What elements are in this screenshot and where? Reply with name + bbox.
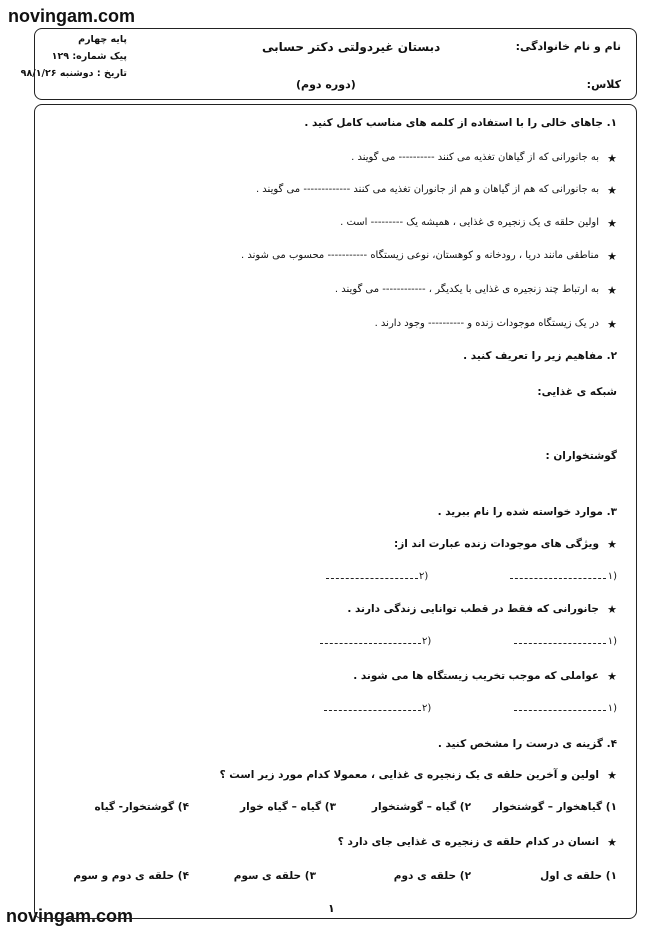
- class-label: کلاس:: [586, 78, 621, 91]
- q2-term-2: گوشتخواران :: [545, 450, 617, 462]
- q4-q1-option-1: ۱) گیاهخوار – گوشتخوار: [493, 801, 617, 813]
- date-label: تاریخ : دوشنبه ۹۸/۱/۲۶: [20, 68, 127, 79]
- page-number: ۱: [328, 902, 335, 915]
- answer-line: [514, 643, 606, 644]
- star-icon: ★: [607, 769, 617, 782]
- star-icon: ★: [607, 284, 617, 297]
- star-icon: ★: [607, 670, 617, 683]
- q4-q2-option-1: ۱) حلقه ی اول: [540, 870, 617, 882]
- answer-line: [326, 578, 418, 579]
- star-icon: ★: [607, 250, 617, 263]
- answer-line: [320, 643, 421, 644]
- q1-item-4: مناطقی مانند دریا ، رودخانه و کوهستان، نوعی زیستگاه ----------- محسوب می شوند .: [240, 250, 599, 261]
- period-label: (دوره دوم): [296, 78, 356, 91]
- pack-number: پیک شماره: ۱۲۹: [51, 51, 127, 62]
- q3-item-2: جانورانی که فقط در قطب توانایی زندگی دارند .: [347, 603, 599, 615]
- watermark-top: novingam.com: [8, 6, 136, 26]
- q2-title: ۲. مفاهیم زیر را تعریف کنید .: [463, 350, 617, 362]
- q3-title: ۳. موارد خواسته شده را نام ببرید .: [437, 506, 617, 518]
- q4-q2-option-4: ۴) حلقه ی دوم و سوم: [73, 870, 189, 882]
- q4-title: ۴. گزینه ی درست را مشخص کنید .: [437, 738, 617, 750]
- q2-term-1: شبکه ی غذایی:: [537, 386, 617, 398]
- q4-question-2: انسان در کدام حلقه ی زنجیره ی غذایی جای دارد ؟: [337, 836, 599, 848]
- q1-title: ۱. جاهای خالی را با استفاده از کلمه های مناسب کامل کنید .: [304, 117, 617, 129]
- q4-q1-option-4: ۴) گوشتخوار- گیاه: [94, 801, 189, 813]
- q1-item-3: اولین حلقه ی یک زنجیره ی غذایی ، همیشه یک --------- است .: [340, 217, 599, 228]
- grade-label: پایه چهارم: [78, 34, 127, 45]
- answer-line: [324, 710, 421, 711]
- name-label: نام و نام خانوادگی:: [515, 40, 621, 53]
- q1-item-1: به جانورانی که از گیاهان تغذیه می کنند ---------- می گویند .: [351, 152, 599, 163]
- blank-label-2: ۲): [419, 571, 429, 582]
- star-icon: ★: [607, 152, 617, 165]
- q3-item-3: عواملی که موجب تخریب زیستگاه ها می شوند .: [353, 670, 599, 682]
- blank-label-1: ۱): [607, 571, 617, 582]
- q4-question-1: اولین و آخرین حلقه ی یک زنجیره ی غذایی ، معمولا کدام مورد زیر است ؟: [219, 769, 599, 781]
- answer-line: [510, 578, 606, 579]
- blank-label-2: ۲): [422, 703, 432, 714]
- blank-label-1: ۱): [607, 703, 617, 714]
- blank-label-1: ۱): [607, 636, 617, 647]
- q1-item-2: به جانورانی که هم از گیاهان و هم از جانوران تغذیه می کنند ------------- می گویند .: [255, 184, 599, 195]
- q1-item-5: به ارتباط چند زنجیره ی غذایی با یکدیگر ، ------------ می گویند .: [334, 284, 599, 295]
- blank-label-2: ۲): [422, 636, 432, 647]
- q4-q2-option-3: ۳) حلقه ی سوم: [233, 870, 316, 882]
- star-icon: ★: [607, 184, 617, 197]
- q1-item-6: در یک زیستگاه موجودات زنده و ---------- وجود دارند .: [374, 318, 599, 329]
- q4-q1-option-2: ۲) گیاه – گوشتخوار: [371, 801, 471, 813]
- school-name: دبستان غیردولتی دکتر حسابی: [262, 40, 441, 54]
- q4-q2-option-2: ۲) حلقه ی دوم: [393, 870, 471, 882]
- q3-item-1: ویژگی های موجودات زنده عبارت اند از:: [394, 538, 599, 550]
- star-icon: ★: [607, 603, 617, 616]
- answer-line: [514, 710, 606, 711]
- star-icon: ★: [607, 836, 617, 849]
- q4-q1-option-3: ۳) گیاه – گیاه خوار: [240, 801, 336, 813]
- watermark-bottom: novingam.com: [6, 906, 134, 926]
- star-icon: ★: [607, 318, 617, 331]
- star-icon: ★: [607, 538, 617, 551]
- star-icon: ★: [607, 217, 617, 230]
